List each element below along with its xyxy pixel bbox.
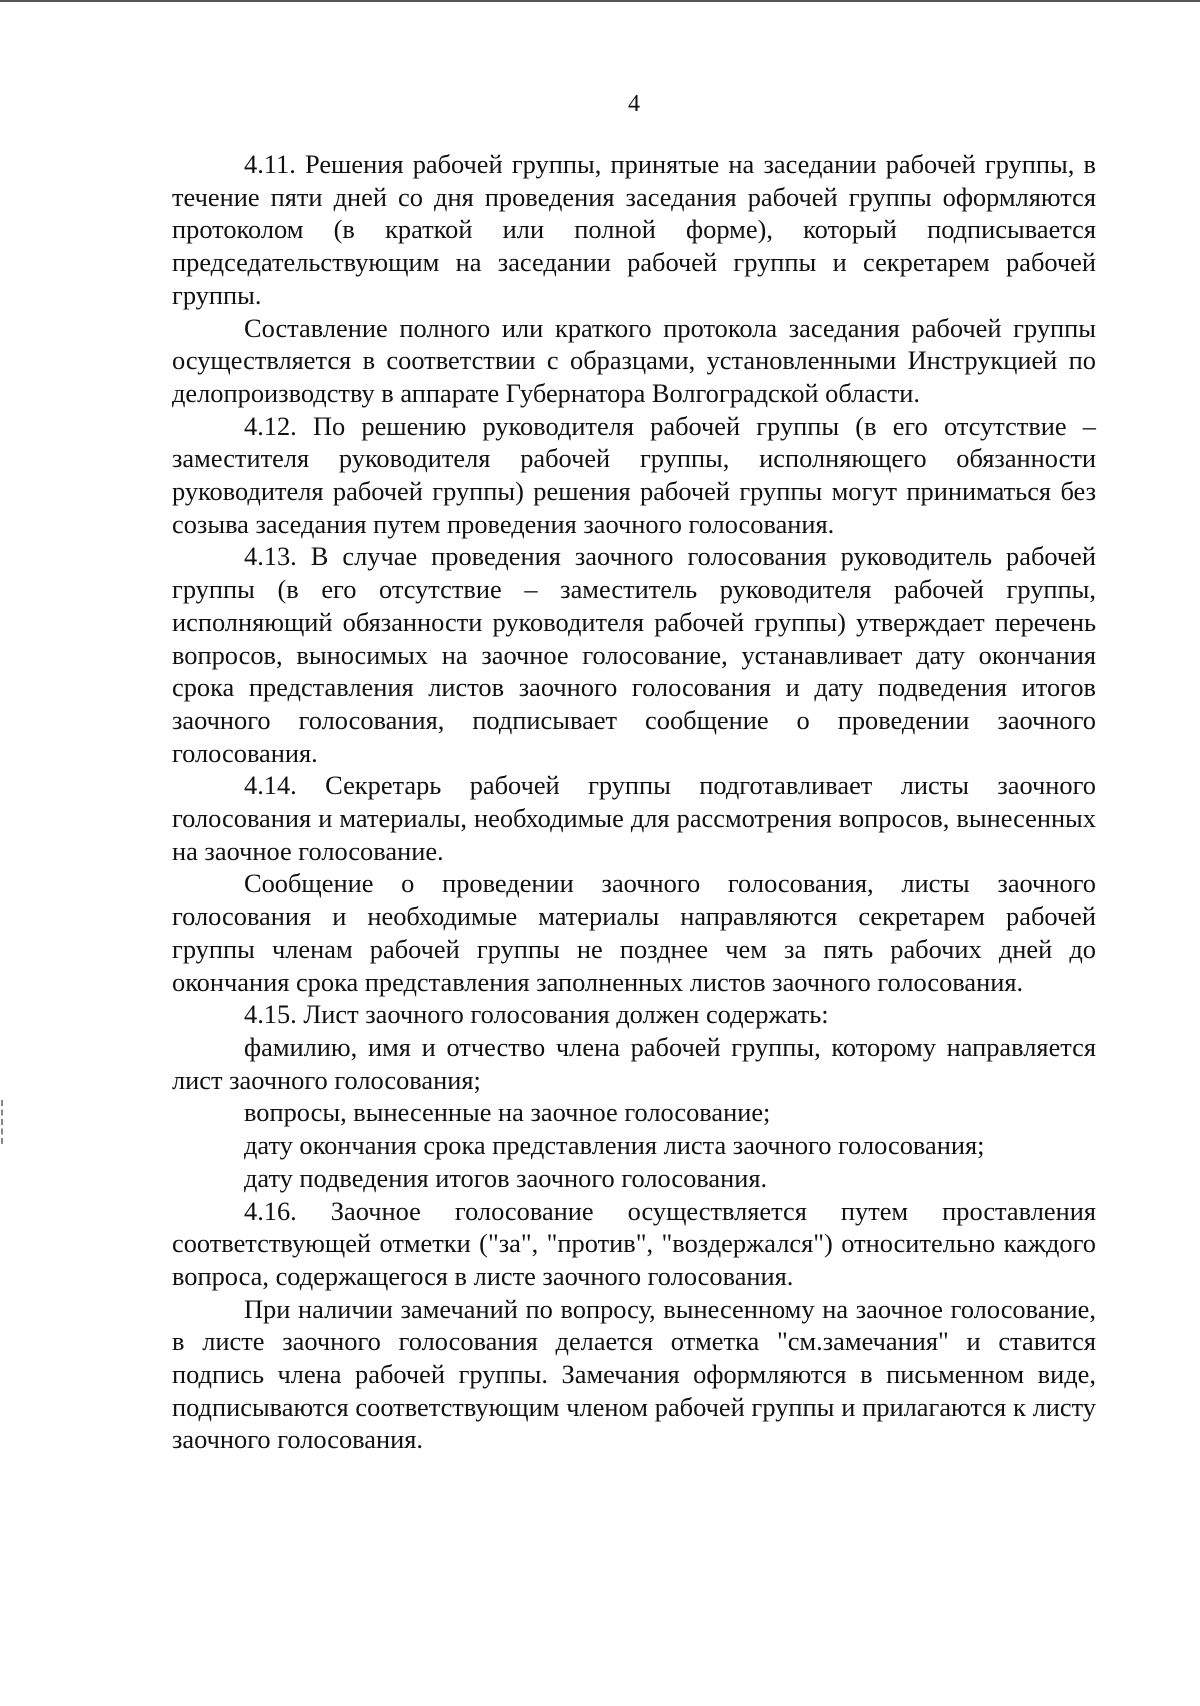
paragraph-protocol-composition: Составление полного или краткого протокола заседания рабочей группы осуществляется в соответствии с образцами, установленными Инструкцией по делопроизводству в аппарате Губернатора Волгоградской области. [172, 312, 1096, 408]
scan-top-edge [0, 0, 1200, 2]
list-item-results-date: дату подведения итогов заочного голосования. [244, 1162, 768, 1193]
paragraph-4-14: 4.14. Секретарь рабочей группы подготавливает листы заочного голосования и материалы, необходимые для рассмотрения вопросов, вынесенных на заочное голосование. [172, 770, 1096, 866]
paragraph-voting-notice: Сообщение о проведении заочного голосования, листы заочного голосования и необходимые материалы направляются секретарем рабочей группы членам рабочей группы не позднее чем за пять рабочих дней до окончания срока представления заполненных листов заочного голосования. [172, 868, 1096, 997]
scan-left-edge-marks [1, 1100, 5, 1144]
list-item-questions: вопросы, вынесенные на заочное голосование; [244, 1097, 771, 1128]
paragraph-4-15: 4.15. Лист заочного голосования должен содержать: [244, 999, 829, 1030]
paragraph-4-12: 4.12. По решению руководителя рабочей группы (в его отсутствие – заместителя руководителя рабочей группы, исполняющего обязанности руководителя рабочей группы) решения рабочей группы могут приниматься без созыва заседания путем проведения заочного голосования. [172, 410, 1096, 539]
list-item-full-name: фамилию, имя и отчество члена рабочей группы, которому направляется лист заочного голосования; [172, 1031, 1096, 1095]
list-item-deadline-date: дату окончания срока представления листа заочного голосования; [244, 1130, 985, 1161]
paragraph-remarks: При наличии замечаний по вопросу, вынесенному на заочное голосование, в листе заочного голосования делается отметка "см.замечания" и ставится подпись члена рабочей группы. Замечания оформляются в письменном виде, подписываются соответствующим членом рабочей группы и прилагаются к листу заочного голосования. [172, 1293, 1096, 1455]
page-number: 4 [628, 91, 640, 117]
paragraph-4-13: 4.13. В случае проведения заочного голосования руководитель рабочей группы (в его отсутствие – заместитель руководителя рабочей группы, исполняющий обязанности руководителя рабочей группы) утверждает перечень вопросов, выносимых на заочное голосование, устанавливает дату окончания срока представления листов заочного голосования и дату подведения итогов заочного голосования, подписывает сообщение о проведении заочного голосования. [172, 541, 1096, 768]
document-body [172, 148, 1096, 1456]
paragraph-4-11: 4.11. Решения рабочей группы, принятые на заседании рабочей группы, в течение пяти дней со дня проведения заседания рабочей группы оформляются протоколом (в краткой или полной форме), который подписывается председательствующим на заседании рабочей группы и секретарем рабочей группы. [172, 149, 1096, 310]
paragraph-4-16: 4.16. Заочное голосование осуществляется путем проставления соответствующей отметки ("за", "против", "воздержался") относительно каждого вопроса, содержащегося в листе заочного голосования. [172, 1195, 1096, 1291]
